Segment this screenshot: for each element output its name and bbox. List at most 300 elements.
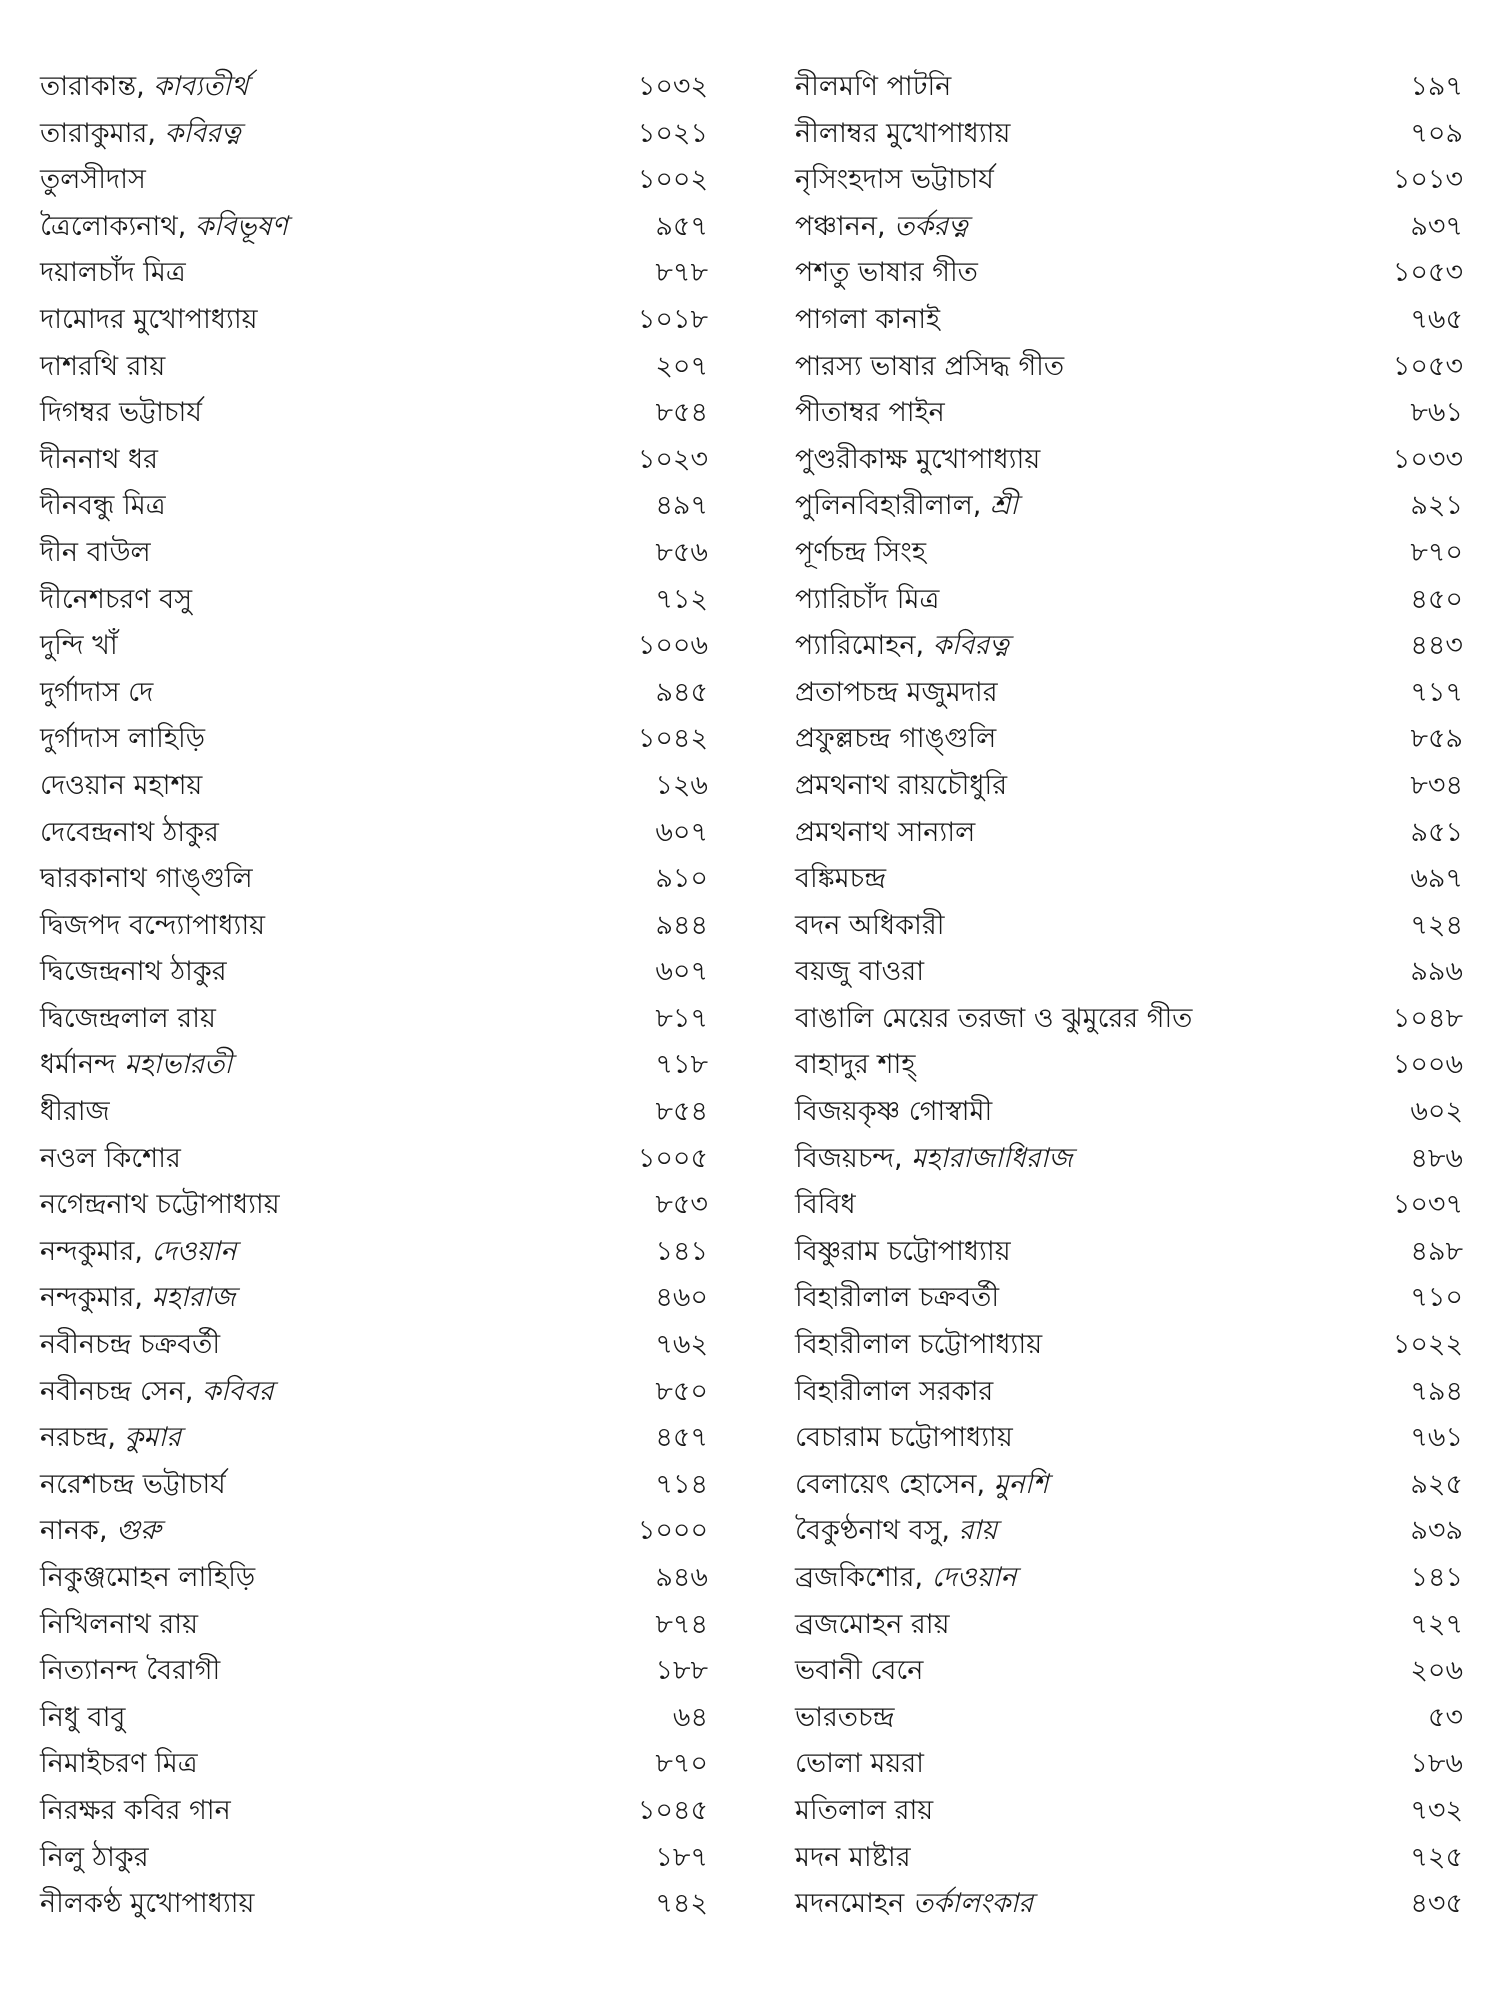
index-entry: [40, 623, 708, 670]
entry-name: [795, 903, 944, 950]
entry-name: [795, 1695, 894, 1742]
entry-name: [40, 1602, 198, 1649]
entry-page-number: ৮১৭: [655, 1002, 708, 1034]
index-entry: [795, 996, 1463, 1043]
entry-name-text: প্যারিমোহন,: [795, 630, 933, 662]
index-entry: [40, 903, 708, 950]
entry-name-text: দ্বিজপদ বন্দ্যোপাধ্যায়: [40, 909, 266, 941]
entry-page-number: ৭৩২: [1410, 1794, 1463, 1826]
entry-name-text: নৃসিংহদাস ভট্টাচার্য: [795, 164, 994, 196]
entry-page-number: ১৮৬: [1410, 1748, 1463, 1780]
entry-name-text: নিরক্ষর কবির গান: [40, 1794, 231, 1826]
entry-name-text: প্যারিচাঁদ মিত্র: [795, 583, 940, 615]
entry-title: দেওয়ান: [931, 1562, 1017, 1593]
entry-name: [40, 297, 258, 344]
entry-name-text: বিজয়কৃষ্ণ গোস্বামী: [795, 1096, 993, 1128]
entry-name: [40, 996, 216, 1043]
index-entry: [40, 1508, 708, 1555]
entry-title: রায়: [958, 1515, 998, 1547]
entry-page-number: ৮৬১: [1410, 397, 1463, 429]
index-entry: [795, 64, 1463, 111]
entry-page-number: ৮৭০: [655, 1748, 708, 1780]
index-entry: [40, 810, 708, 857]
entry-name-text: নিত্যানন্দ বৈরাগী: [40, 1655, 221, 1687]
index-entry: [795, 670, 1463, 717]
entry-page-number: ৭১৪: [655, 1468, 708, 1500]
entry-page-number: ৯৩৭: [1410, 210, 1463, 242]
entry-name-text: নন্দকুমার,: [40, 1235, 152, 1267]
entry-name: [40, 1182, 280, 1229]
entry-name: [795, 1136, 1073, 1183]
entry-page-number: ৭৪২: [655, 1888, 708, 1920]
entry-name: [40, 1881, 254, 1928]
entry-page-number: ৪৯৮: [1410, 1235, 1463, 1267]
index-entry: [795, 1415, 1463, 1462]
index-entry: [795, 157, 1463, 204]
entry-name: [795, 1648, 923, 1695]
entry-name: [40, 1322, 220, 1369]
index-column-right: [795, 64, 1463, 1928]
index-entry: [795, 1881, 1463, 1928]
entry-name-text: প্রতাপচন্দ্র মজুমদার: [795, 676, 998, 708]
entry-name-text: প্রমথনাথ সান্যাল: [795, 816, 976, 848]
entry-name: [795, 1462, 1048, 1509]
entry-name: [795, 716, 996, 763]
entry-name-text: নিখিলনাথ রায়: [40, 1608, 199, 1640]
entry-name: [40, 204, 288, 251]
entry-title: কাব্যতীর্থ: [153, 71, 249, 102]
entry-name-text: পঞ্চানন,: [795, 210, 895, 242]
index-entry: [40, 1555, 708, 1602]
entry-title: কবিরত্ন: [932, 630, 1009, 662]
entry-name: [795, 949, 924, 996]
entry-name: [795, 1555, 1017, 1602]
entry-page-number: ৮৫৬: [655, 536, 708, 568]
index-entry: [795, 1741, 1463, 1788]
index-entry: [795, 810, 1463, 857]
entry-name: [795, 1602, 950, 1649]
entry-name: [795, 530, 926, 577]
entry-name-text: বিবিধ: [795, 1189, 856, 1221]
entry-name-text: দীন বাউল: [40, 536, 151, 568]
entry-name-text: তারাকুমার,: [40, 117, 165, 149]
entry-page-number: ৬০৭: [655, 816, 708, 848]
entry-name-text: দিগম্বর ভট্টাচার্য: [40, 397, 202, 429]
entry-name: [795, 763, 1007, 810]
index-entry: [40, 483, 708, 530]
index-entry: [40, 1602, 708, 1649]
index-entry: [795, 483, 1463, 530]
entry-page-number: ১০৩৭: [1392, 1189, 1463, 1221]
entry-name: [40, 1648, 220, 1695]
entry-page-number: ১২৬: [655, 769, 708, 801]
entry-page-number: ৭১৮: [655, 1049, 708, 1081]
index-entry: [795, 1322, 1463, 1369]
index-entry: [795, 1042, 1463, 1089]
entry-name-text: পুলিনবিহারীলাল,: [795, 490, 990, 522]
index-entry: [40, 1275, 708, 1322]
entry-name-text: দ্বিজেন্দ্রনাথ ঠাকুর: [40, 956, 227, 988]
entry-name: [795, 1415, 1013, 1462]
entry-page-number: ১০০০: [637, 1515, 708, 1547]
entry-name: [40, 1462, 226, 1509]
entry-name: [40, 577, 192, 624]
entry-name-text: ভোলা ময়রা: [795, 1748, 925, 1780]
entry-page-number: ২০৬: [1410, 1655, 1463, 1687]
entry-name-text: তারাকান্ত,: [40, 71, 154, 102]
entry-name-text: বিহারীলাল সরকার: [795, 1375, 994, 1407]
entry-name: [795, 577, 939, 624]
entry-name-text: ত্রৈলোক্যনাথ,: [40, 210, 195, 242]
entry-name-text: বেচারাম চট্টোপাধ্যায়: [795, 1422, 1013, 1454]
entry-name: [40, 111, 241, 158]
entry-name-text: নীলাম্বর মুখোপাধ্যায়: [795, 117, 1011, 149]
entry-page-number: ১০২২: [1392, 1329, 1463, 1361]
entry-name: [40, 64, 248, 111]
index-entry: [795, 437, 1463, 484]
entry-name-text: ধর্মানন্দ: [40, 1049, 125, 1081]
entry-page-number: ১০০৫: [637, 1142, 708, 1174]
entry-name-text: পূর্ণচন্দ্র সিংহ: [795, 536, 927, 568]
entry-name: [40, 483, 166, 530]
entry-page-number: ৯৪৫: [655, 676, 708, 708]
index-entry: [795, 390, 1463, 437]
entry-name-text: নওল কিশোর: [40, 1142, 181, 1174]
entry-name: [795, 1275, 999, 1322]
entry-name-text: বৈকুণ্ঠনাথ বসু,: [795, 1515, 959, 1547]
index-entry: [795, 1089, 1463, 1136]
entry-page-number: ৭৬২: [655, 1329, 708, 1361]
entry-page-number: ৯২৫: [1410, 1468, 1463, 1500]
entry-name: [40, 1275, 235, 1322]
entry-page-number: ১০৩২: [637, 71, 708, 102]
entry-page-number: ৯৯৬: [1410, 956, 1463, 988]
entry-page-number: ৭৬১: [1410, 1422, 1463, 1454]
entry-name: [795, 996, 1192, 1043]
entry-page-number: ১০০৬: [637, 630, 708, 662]
entry-name: [40, 1741, 198, 1788]
entry-name-text: দামোদর মুখোপাধ্যায়: [40, 303, 258, 335]
entry-name: [795, 810, 975, 857]
entry-name: [795, 390, 945, 437]
index-entry: [795, 577, 1463, 624]
entry-page-number: ১০৩৩: [1392, 443, 1463, 475]
entry-name-text: দুন্দি খাঁ: [40, 630, 118, 662]
entry-name-text: বিহারীলাল চক্রবর্তী: [795, 1282, 1000, 1314]
entry-name: [40, 1229, 236, 1276]
entry-name-text: ভবানী বেনে: [795, 1655, 924, 1687]
entry-page-number: ১৮৭: [655, 1841, 708, 1873]
entry-page-number: ৪৬০: [655, 1282, 708, 1314]
entry-name-text: ব্রজকিশোর,: [795, 1562, 932, 1593]
entry-name-text: দ্বারকানাথ গাঙ্গুলি: [40, 863, 253, 895]
entry-name-text: দীনবন্ধু মিত্র: [40, 490, 166, 522]
index-entry: [795, 1835, 1463, 1882]
entry-name: [40, 1835, 149, 1882]
entry-name-text: বাহাদুর শাহ্: [795, 1049, 916, 1081]
entry-page-number: ৬৯৭: [1410, 863, 1463, 895]
index-entry: [40, 1136, 708, 1183]
entry-page-number: ৪৫০: [1410, 583, 1463, 615]
entry-page-number: ৮৫০: [655, 1375, 708, 1407]
index-entry: [40, 1695, 708, 1742]
entry-title: মহারাজাধিরাজ: [911, 1142, 1073, 1174]
entry-page-number: ১০৪৫: [637, 1794, 708, 1826]
entry-title: মুনশি: [993, 1468, 1049, 1500]
entry-title: তর্করত্ন: [894, 210, 968, 242]
entry-name: [795, 856, 886, 903]
entry-page-number: ৮৭৮: [655, 257, 708, 289]
entry-page-number: ১০৪২: [637, 723, 708, 755]
index-entry: [795, 1788, 1463, 1835]
index-entry: [40, 1741, 708, 1788]
entry-page-number: ১০৫৩: [1392, 350, 1463, 382]
entry-name-text: নিধু বাবু: [40, 1701, 126, 1733]
index-entry: [40, 1881, 708, 1928]
entry-name-text: প্রমথনাথ রায়চৌধুরি: [795, 769, 1008, 801]
entry-name-text: ধীরাজ: [40, 1096, 110, 1128]
entry-name-text: নিকুঞ্জমোহন লাহিড়ি: [40, 1562, 256, 1593]
entry-name-text: দীননাথ ধর: [40, 443, 159, 475]
entry-page-number: ৪৩৫: [1410, 1888, 1463, 1920]
entry-page-number: ৪৪৩: [1410, 630, 1463, 662]
entry-name-text: নরেশচন্দ্র ভট্টাচার্য: [40, 1468, 226, 1500]
entry-page-number: ৬০২: [1410, 1096, 1463, 1128]
entry-page-number: ৭৯৪: [1410, 1375, 1463, 1407]
entry-name-text: মদন মাষ্টার: [795, 1841, 911, 1873]
entry-name-text: ব্রজমোহন রায়: [795, 1608, 950, 1640]
entry-name: [40, 390, 202, 437]
entry-page-number: ৬৪: [672, 1701, 708, 1733]
entry-name: [40, 1695, 125, 1742]
entry-page-number: ১০২১: [637, 117, 708, 149]
entry-page-number: ৯৫১: [1410, 816, 1463, 848]
entry-name-text: মদনমোহন: [795, 1888, 913, 1920]
entry-name: [40, 1415, 181, 1462]
entry-page-number: ১০৫৩: [1392, 257, 1463, 289]
entry-name: [795, 204, 968, 251]
entry-name-text: নবীনচন্দ্র সেন,: [40, 1375, 203, 1407]
entry-name-text: পারস্য ভাষার প্রসিদ্ধ গীত: [795, 350, 1065, 382]
entry-name-text: নিলু ঠাকুর: [40, 1841, 149, 1873]
entry-name: [795, 437, 1040, 484]
entry-name-text: বিহারীলাল চট্টোপাধ্যায়: [795, 1329, 1043, 1361]
entry-name: [40, 1555, 255, 1602]
index-entry: [795, 204, 1463, 251]
index-entry: [40, 1369, 708, 1416]
entry-name-text: দুর্গাদাস লাহিড়ি: [40, 723, 205, 755]
entry-name: [40, 1369, 274, 1416]
entry-name-text: দাশরথি রায়: [40, 350, 166, 382]
entry-name: [795, 1881, 1033, 1928]
entry-name-text: নীলমণি পাটনি: [795, 71, 952, 102]
entry-name: [795, 1741, 924, 1788]
entry-name: [40, 157, 146, 204]
entry-name: [40, 1788, 231, 1835]
entry-name: [795, 64, 951, 111]
index-entry: [795, 623, 1463, 670]
index-entry: [40, 856, 708, 903]
entry-name-text: প্রফুল্লচন্দ্র গাঙ্গুলি: [795, 723, 997, 755]
entry-name-text: নিমাইচরণ মিত্র: [40, 1748, 198, 1780]
entry-page-number: ১০০২: [637, 164, 708, 196]
entry-page-number: ১০১৮: [637, 303, 708, 335]
index-entry: [40, 250, 708, 297]
entry-name: [795, 1508, 997, 1555]
index-entry: [40, 204, 708, 251]
entry-title: কবিরত্ন: [164, 117, 241, 149]
entry-page-number: ৭১৭: [1410, 676, 1463, 708]
index-entry: [795, 1275, 1463, 1322]
entry-page-number: ৮৭০: [1410, 536, 1463, 568]
entry-name-text: পীতাম্বর পাইন: [795, 397, 945, 429]
entry-page-number: ৪৯৭: [655, 490, 708, 522]
index-entry: [40, 437, 708, 484]
index-entry: [795, 949, 1463, 996]
entry-name: [795, 250, 978, 297]
entry-name: [795, 1788, 933, 1835]
entry-name: [795, 670, 998, 717]
entry-page-number: ৫৩: [1427, 1701, 1463, 1733]
entry-name: [795, 157, 994, 204]
entry-name: [40, 949, 227, 996]
index-entry: [795, 297, 1463, 344]
entry-name: [795, 623, 1009, 670]
entry-page-number: ৮৫৪: [655, 397, 708, 429]
entry-title: তর্কালংকার: [912, 1888, 1034, 1920]
entry-name-text: তুলসীদাস: [40, 164, 146, 196]
index-entry: [795, 856, 1463, 903]
entry-name-text: দ্বিজেন্দ্রলাল রায়: [40, 1002, 216, 1034]
entry-title: কবিবর: [202, 1375, 274, 1407]
entry-name-text: বিষ্ণুরাম চট্টোপাধ্যায়: [795, 1235, 1011, 1267]
entry-page-number: ৯৩৯: [1410, 1515, 1463, 1547]
entry-title: গুরু: [116, 1515, 161, 1547]
entry-name-text: নন্দকুমার,: [40, 1282, 152, 1314]
entry-page-number: ৭২৫: [1410, 1841, 1463, 1873]
index-entry: [40, 1835, 708, 1882]
index-entry: [40, 530, 708, 577]
entry-name: [40, 856, 253, 903]
index-entry: [795, 1508, 1463, 1555]
entry-name-text: বেলায়েৎ হোসেন,: [795, 1468, 994, 1500]
entry-page-number: ৮৭৪: [655, 1608, 708, 1640]
index-entry: [795, 1555, 1463, 1602]
entry-page-number: ৭২৭: [1410, 1608, 1463, 1640]
entry-name: [795, 1042, 915, 1089]
entry-name-text: নগেন্দ্রনাথ চট্টোপাধ্যায়: [40, 1189, 280, 1221]
entry-page-number: ৭৬৫: [1410, 303, 1463, 335]
entry-name: [40, 530, 151, 577]
entry-name-text: বদন অধিকারী: [795, 909, 945, 941]
index-entry: [40, 763, 708, 810]
index-entry: [795, 111, 1463, 158]
index-entry: [40, 390, 708, 437]
index-entry: [40, 111, 708, 158]
index-entry: [40, 297, 708, 344]
entry-page-number: ৭০৯: [1410, 117, 1463, 149]
entry-page-number: ৮৩৪: [1410, 769, 1463, 801]
index-entry: [40, 1322, 708, 1369]
entry-page-number: ১৪১: [655, 1235, 708, 1267]
entry-page-number: ৬০৭: [655, 956, 708, 988]
index-entry: [40, 64, 708, 111]
entry-page-number: ৮৫৯: [1410, 723, 1463, 755]
entry-name-text: দুর্গাদাস দে: [40, 676, 154, 708]
entry-name: [795, 1835, 911, 1882]
entry-name: [40, 716, 205, 763]
index-entry: [40, 157, 708, 204]
entry-name: [795, 111, 1010, 158]
entry-page-number: ১৮৮: [655, 1655, 708, 1687]
entry-page-number: ৪৫৭: [655, 1422, 708, 1454]
index-entry: [40, 1042, 708, 1089]
entry-page-number: ১০১৩: [1392, 164, 1463, 196]
entry-name: [40, 763, 202, 810]
index-entry: [40, 1462, 708, 1509]
entry-page-number: ১০৪৮: [1392, 1002, 1463, 1034]
entry-name-text: মতিলাল রায়: [795, 1794, 934, 1826]
entry-name: [40, 810, 219, 857]
index-entry: [40, 1089, 708, 1136]
entry-title: কবিভূষণ: [194, 210, 288, 242]
index-entry: [40, 344, 708, 391]
entry-name-text: পুণ্ডরীকাক্ষ মুখোপাধ্যায়: [795, 443, 1041, 475]
entry-name: [40, 1508, 161, 1555]
entry-page-number: ৯৪৬: [655, 1562, 708, 1593]
index-entry: [40, 716, 708, 763]
entry-name: [795, 1229, 1011, 1276]
index-entry: [40, 1415, 708, 1462]
index-entry: [795, 250, 1463, 297]
entry-name: [40, 1042, 232, 1089]
entry-name: [40, 670, 153, 717]
entry-page-number: ৯১০: [655, 863, 708, 895]
entry-page-number: ৭১২: [655, 583, 708, 615]
entry-page-number: ১০০৬: [1392, 1049, 1463, 1081]
index-entry: [795, 1695, 1463, 1742]
entry-name: [40, 623, 118, 670]
index-entry: [795, 1648, 1463, 1695]
entry-name-text: নরচন্দ্র,: [40, 1422, 125, 1454]
entry-title: দেওয়ান: [151, 1235, 237, 1267]
index-entry: [795, 1602, 1463, 1649]
entry-page-number: ৮৫৩: [655, 1189, 708, 1221]
index-entry: [795, 716, 1463, 763]
entry-name-text: পাগলা কানাই: [795, 303, 941, 335]
entry-name-text: বাঙালি মেয়ের তরজা ও ঝুমুরের গীত: [795, 1002, 1193, 1034]
index-entry: [40, 577, 708, 624]
index-entry: [40, 1229, 708, 1276]
entry-title: শ্রী: [989, 490, 1018, 522]
entry-page-number: ৮৫৪: [655, 1096, 708, 1128]
entry-name: [795, 483, 1018, 530]
entry-name: [795, 344, 1064, 391]
index-entry: [795, 1229, 1463, 1276]
entry-name-text: পশতু ভাষার গীত: [795, 257, 978, 289]
entry-name-text: নানক,: [40, 1515, 117, 1547]
entry-name: [795, 1322, 1042, 1369]
entry-name-text: দয়ালচাঁদ মিত্র: [40, 257, 186, 289]
entry-name: [795, 1369, 993, 1416]
index-entry: [795, 1462, 1463, 1509]
entry-name-text: নবীনচন্দ্র চক্রবর্তী: [40, 1329, 221, 1361]
index-entry: [40, 949, 708, 996]
index-entry: [795, 1136, 1463, 1183]
entry-title: মহাভারতী: [124, 1049, 233, 1081]
index-entry: [795, 763, 1463, 810]
entry-name: [795, 1182, 856, 1229]
